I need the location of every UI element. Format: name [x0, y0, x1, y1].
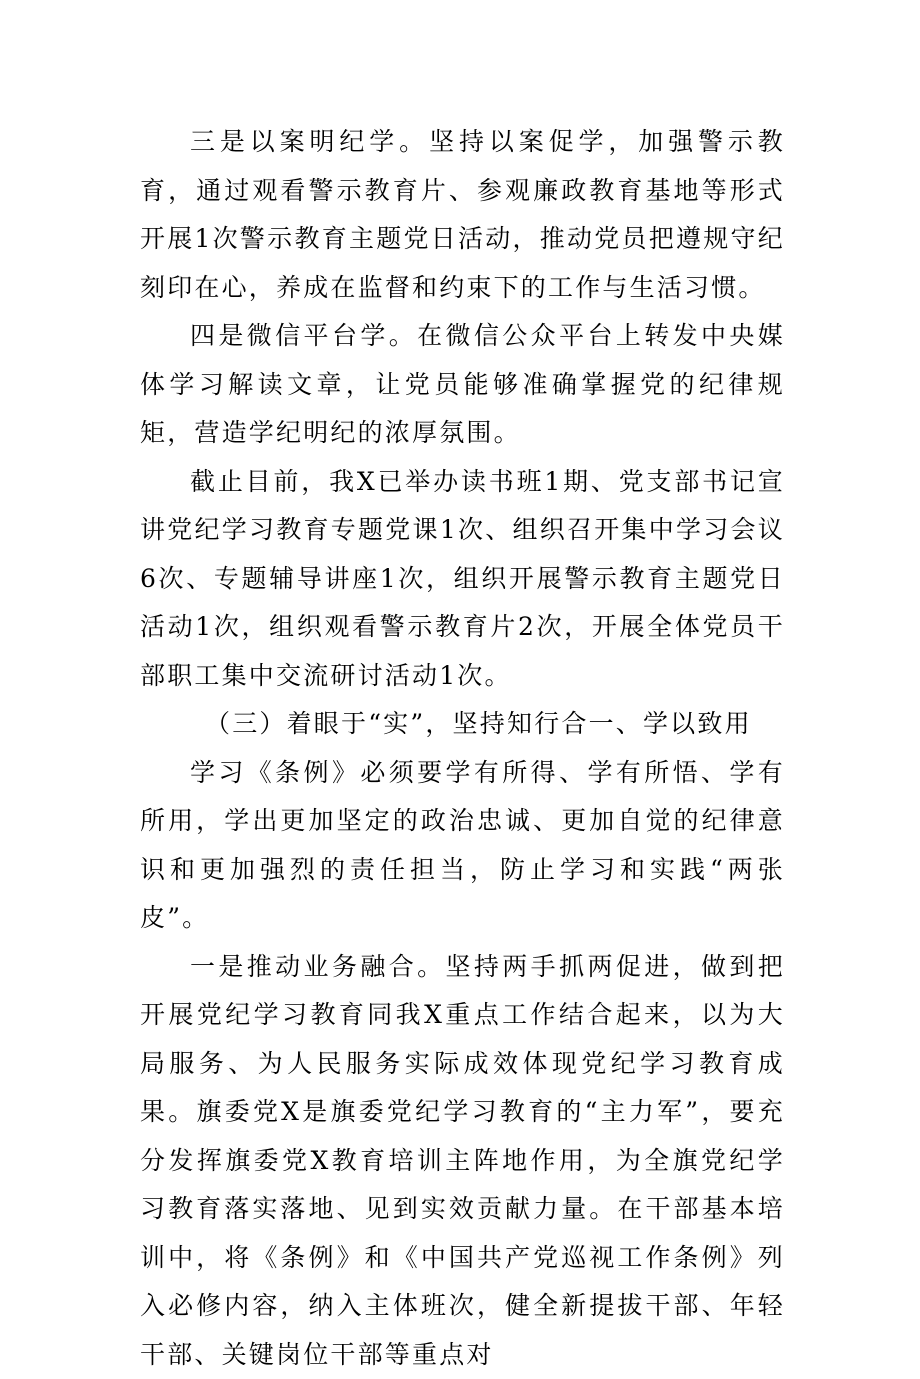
paragraph-wechat-platform: 四是微信平台学。在微信公众平台上转发中央媒体学习解读文章，让党员能够准确掌握党的纪律规矩，营造学纪明纪的浓厚氛围。: [140, 312, 785, 458]
paragraph-study-regulations: 学习《条例》必须要学有所得、学有所悟、学有所用，学出更加坚定的政治忠诚、更加自觉的纪律意识和更加强烈的责任担当，防止学习和实践“两张皮”。: [140, 749, 785, 943]
paragraph-business-integration: 一是推动业务融合。坚持两手抓两促进，做到把开展党纪学习教育同我X重点工作结合起来，以为大局服务、为人民服务实际成效体现党纪学习教育成果。旗委党X是旗委党纪学习教育的“主力军”，要充分发挥旗委党X教育培训主阵地作用，为全旗党纪学习教育落实落地、见到实效贡献力量。在干部基本培训中，将《条例》和《中国共产党巡视工作条例》列入必修内容，纳入主体班次，健全新提拔干部、年轻干部、关键岗位干部等重点对: [140, 943, 785, 1379]
paragraph-progress-summary: 截止目前，我X已举办读书班1期、党支部书记宣讲党纪学习教育专题党课1次、组织召开集中学习会议6次、专题辅导讲座1次，组织开展警示教育主题党日活动1次，组织观看警示教育片2次，开展全体党员干部职工集中交流研讨活动1次。: [140, 458, 785, 701]
section-heading-three: （三）着眼于“实”，坚持知行合一、学以致用: [140, 700, 785, 749]
paragraph-case-study: 三是以案明纪学。坚持以案促学，加强警示教育，通过观看警示教育片、参观廉政教育基地等形式开展1次警示教育主题党日活动，推动党员把遵规守纪刻印在心，养成在监督和约束下的工作与生活习惯。: [140, 118, 785, 312]
document-body: [140, 118, 785, 1379]
